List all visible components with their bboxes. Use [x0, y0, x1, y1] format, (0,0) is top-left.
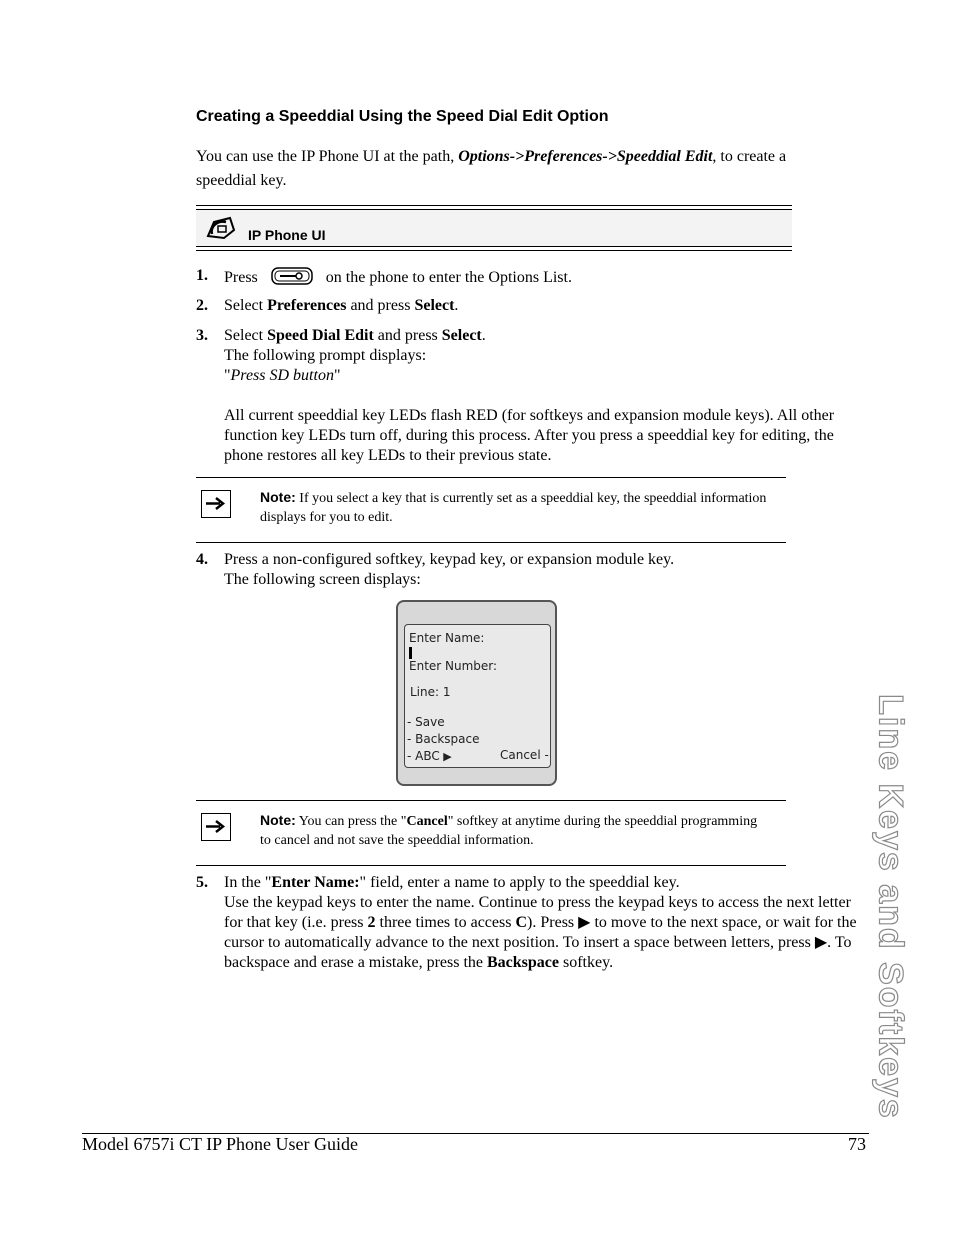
lcd-line: Line: 1 [410, 685, 451, 699]
menu-path: Options->Preferences->Speeddial Edit [458, 148, 713, 165]
note-box-2: Note: You can press the "Cancel" softkey at anytime during the speeddial programming to cancel and not save the speeddial information. [196, 800, 786, 866]
lcd-save-softkey: - Save [407, 715, 445, 729]
footer-guide-title: Model 6757i CT IP Phone User Guide [82, 1134, 358, 1154]
step-number: 5. [196, 874, 208, 891]
lcd-abc-softkey: - ABC ▶ [407, 749, 452, 763]
step-number: 2. [196, 297, 208, 314]
phone-screen-illustration [396, 600, 557, 786]
step-number: 1. [196, 267, 208, 284]
lcd-cancel-softkey: Cancel - [500, 748, 549, 762]
step-number: 4. [196, 551, 208, 568]
lcd-cursor [409, 647, 412, 659]
step-1-text: Press [224, 269, 258, 286]
phone-icon [204, 216, 238, 242]
chapter-side-title: Line Keys and Softkeys [871, 694, 910, 1120]
note-label: Note: [260, 489, 296, 505]
right-arrow-icon: ▶ [439, 750, 452, 763]
ip-phone-ui-banner [196, 205, 792, 251]
page-number: 73 [848, 1134, 866, 1154]
lcd-backspace-softkey: - Backspace [407, 732, 480, 746]
intro-text: You can use the IP Phone UI at the path, [196, 148, 459, 165]
lcd-display [404, 624, 551, 768]
intro-text-end: , to create a speeddial key. [196, 148, 787, 189]
right-arrow-icon: ▶ [814, 934, 828, 951]
note-box-1 [196, 477, 786, 543]
note-label: Note: [260, 812, 296, 828]
note-text: If you select a key that is currently set as a speeddial key, the speeddial information displays for you to edit. [260, 491, 767, 525]
note-arrow-icon [201, 490, 231, 518]
prompt-text: "Press SD button" [224, 367, 341, 384]
step-3-line2: The following prompt displays: [224, 347, 427, 364]
section-heading: Creating a Speeddial Using the Speed Dial Edit Option [196, 108, 609, 125]
intro-paragraph [196, 145, 836, 193]
ui-box-label: IP Phone UI [248, 227, 326, 243]
step-number: 3. [196, 327, 208, 344]
note-arrow-icon [201, 813, 231, 841]
options-key-icon [270, 266, 314, 286]
lcd-enter-name: Enter Name: [409, 631, 485, 645]
lcd-enter-number: Enter Number: [409, 659, 498, 673]
step-1-text-end: on the phone to enter the Options List. [325, 269, 572, 286]
led-paragraph: All current speeddial key LEDs flash RED (for softkeys and expansion module keys). All other function key LEDs turn off, during this process. After you press a speeddial key for editing, the phone restores all key LEDs to their previous state. [224, 407, 835, 464]
right-arrow-icon: ▶ [578, 914, 591, 931]
